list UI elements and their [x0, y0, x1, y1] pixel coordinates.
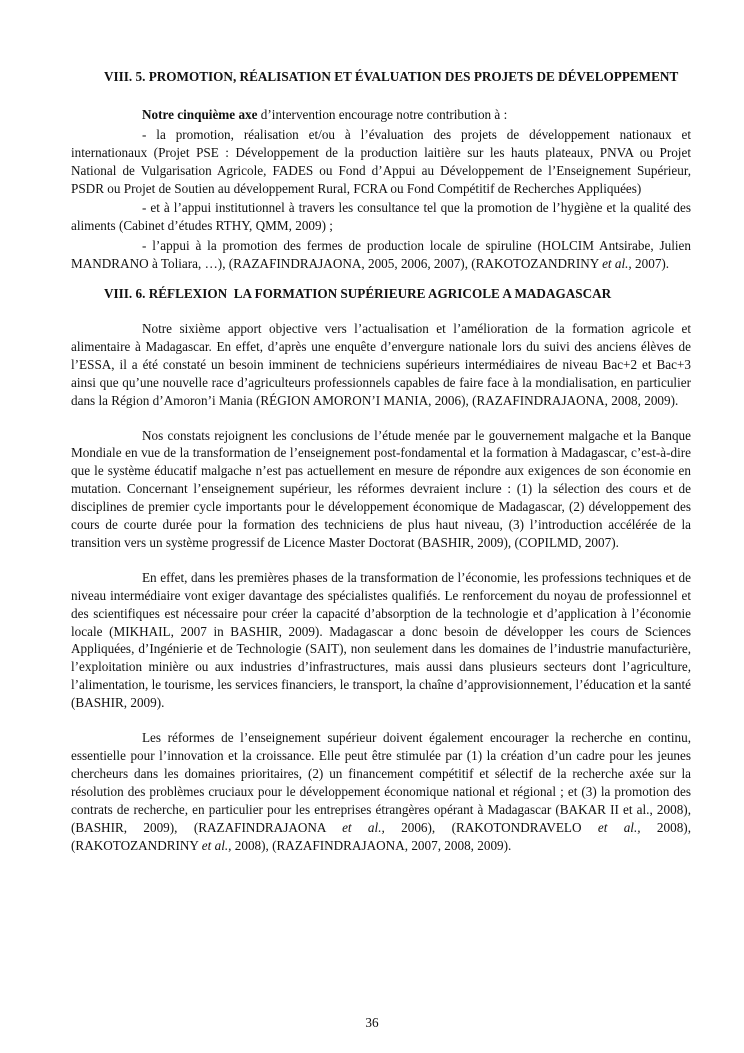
bullet-spirulina-end: 2007). [631, 256, 670, 272]
intro-text: d’intervention encourage notre contribution à : [257, 106, 508, 122]
citation-et-al: et al., [342, 819, 385, 835]
spacer [71, 303, 691, 320]
bullet-spirulina-text: - l’appui à la promotion des fermes de production locale de spiruline (HOLCIM Antsirabe, Julien MANDRANO à Toliara, …), (RAZAFINDRAJAONA, 2005, 2006, 2007), (RAKOTOZANDRINY [71, 238, 691, 272]
research-text: 2008), (RAKOTOZANDRINY [71, 819, 691, 853]
section-heading-viii-5: VIII. 5. PROMOTION, RÉALISATION ET ÉVALUATION DES PROJETS DE DÉVELOPPEMENT [104, 69, 679, 84]
spacer [71, 712, 691, 729]
document-page [71, 68, 691, 854]
bullet-projects: - la promotion, réalisation et/ou à l’évaluation des projets de développement nationaux et internationaux (Projet PSE : Développement de la production laitière sur les hauts plateaux, PNVA ou Projet National de Vulgarisation Agricole, FADES ou Fond d’Appui au Développement de l’Enseignement Supérieur, PSDR ou Projet de Soutien au développement Rural, FCRA ou Fond Compétitif de Recherches Appliquées) [71, 126, 691, 196]
citation-et-al: et al., [201, 837, 232, 853]
paragraph-research-reforms [71, 729, 691, 854]
section-heading-viii-6: VIII. 6. RÉFLEXION LA FORMATION SUPÉRIEURE AGRICOLE A MADAGASCAR [104, 286, 612, 302]
page-number: 36 [365, 1015, 379, 1030]
research-text: 2006), (RAKOTONDRAVELO [384, 819, 598, 835]
research-text: 2008), (RAZAFINDRAJAONA, 2007, 2008, 2009). [231, 837, 512, 853]
research-text: Les réformes de l’enseignement supérieur doivent également encourager la recherche en continu, essentielle pour l’innovation et la croissance. Elle peut être stimulée par (1) la création d’un cadre pour les jeunes chercheurs dans les domaines prioritaires, (2) un financement compétitif et sélectif de la recherche axée sur la résolution des problèmes cruciaux pour le développement économique national et régional ; et (3) la promotion des contrats de recherche, en particulier pour les entreprises étrangères opérant à Madagascar (BAKAR II et al., 2008), (BASHIR, 2009), (RAZAFINDRAJAONA [71, 730, 691, 835]
paragraph-training-needs: Notre sixième apport objective vers l’actualisation et l’amélioration de la formation agricole et alimentaire à Madagascar. En effet, d’après une enquête d’envergure nationale lors du suivi des anciens élèves de l’ESSA, il a été constaté un besoin imminent de techniciens supérieurs intermédiaires de niveau Bac+2 et Bac+3 ainsi que qu’une nouvelle race d’agriculteurs professionnels capables de faire face à la mondialisation, en particulier dans la Région d’Amoron’i Mania (RÉGION AMORON’I MANIA, 2006), (RAZAFINDRAJAONA, 2008, 2009). [71, 320, 691, 408]
intro-paragraph [71, 106, 691, 124]
bullet-spirulina [71, 237, 691, 273]
spacer [71, 410, 691, 427]
citation-et-al: et al., [597, 819, 641, 835]
citation-et-al: et al., [602, 256, 632, 272]
intro-bold: Notre cinquième axe [142, 106, 258, 122]
spacer [71, 86, 691, 106]
spacer [71, 273, 691, 285]
bullet-institutional-support: - et à l’appui institutionnel à travers les consultance tel que la promotion de l’hygiène et la qualité des aliments (Cabinet d’études RTHY, QMM, 2009) ; [71, 200, 691, 234]
spacer [71, 552, 691, 569]
paragraph-sait-courses: En effet, dans les premières phases de la transformation de l’économie, les professions techniques et de niveau intermédiaire vont exiger davantage des spécialistes qualifiés. Le renforcement du noyau de professionnel et des scientifiques est nécessaire pour créer la capacité d’absorption de la technologie et d’application à l’économie locale (MIKHAIL, 2007 in BASHIR, 2009). Madagascar a donc besoin de développer les cours de Sciences Appliquées, d’Ingénierie et de Technologie (SAIT), non seulement dans les domaines de l’industrie manufacturière, l’exploitation minière ou aux industries d’infrastructures, mais aussi dans plusieurs secteurs dont l’agriculture, l’alimentation, le tourisme, les services financiers, le transport, la chaîne d’approvisionnement, l’éducation et la santé (BASHIR, 2009). [71, 569, 691, 711]
paragraph-world-bank-study: Nos constats rejoignent les conclusions de l’étude menée par le gouvernement malgache et la Banque Mondiale en vue de la transformation de l’enseignement post-fondamental et la formation à Madagascar, c’est-à-dire que le système éducatif malgache n’est pas actuellement en mesure de répondre aux exigences de son économie en mutation. Concernant l’enseignement supérieur, les réformes devraient inclure : (1) la sélection des cours et de disciplines de premier cycle importants pour le développement économique de Madagascar, (2) développement des cours de courte durée pour la formation des techniciens de plus haut niveau, (3) l’introduction accélérée de la transition vers un système progressif de Licence Master Doctorat (BASHIR, 2009), (COPILMD, 2007). [71, 427, 691, 550]
